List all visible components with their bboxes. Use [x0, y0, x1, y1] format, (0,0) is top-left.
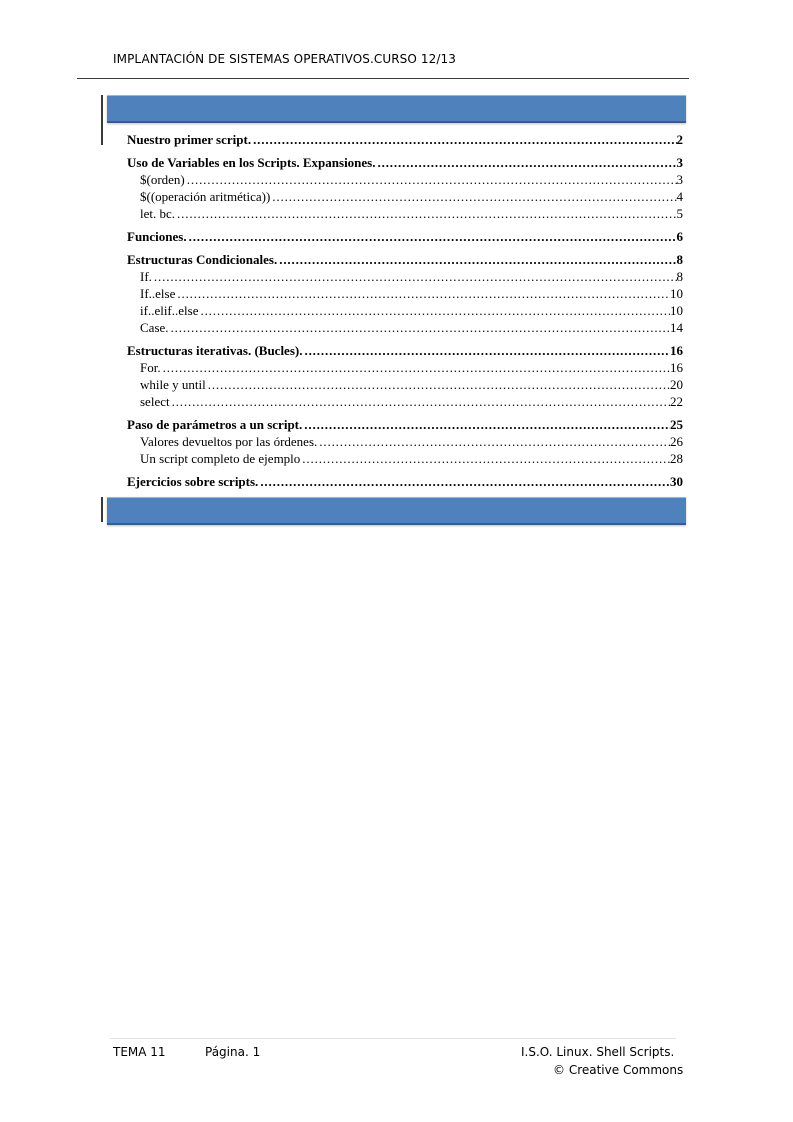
toc-entry-page: 30: [670, 474, 683, 489]
toc-leader-dots: [161, 359, 670, 372]
toc-subentry[interactable]: [127, 450, 683, 467]
toc-subentry[interactable]: [127, 393, 683, 410]
toc-entry[interactable]: [127, 251, 683, 268]
toc-bottom-bar: [107, 497, 686, 525]
toc-entry[interactable]: [127, 342, 683, 359]
toc-entry-page: 20: [670, 377, 683, 392]
toc-entry-page: 28: [670, 451, 683, 466]
toc-entry[interactable]: [127, 416, 683, 433]
toc-leader-dots: [169, 319, 670, 332]
toc-entry-title: select: [140, 394, 170, 409]
toc-entry-title: Nuestro primer script.: [127, 132, 252, 147]
toc-leader-dots: [175, 205, 676, 218]
toc-entry-title: $(orden): [140, 172, 185, 187]
toc-leader-dots: [170, 393, 670, 406]
toc-entry-page: 6: [676, 229, 683, 244]
toc-entry-title: If..else: [140, 286, 176, 301]
toc-entry-page: 22: [670, 394, 683, 409]
toc-leader-dots: [300, 450, 670, 463]
toc-entry-page: 26: [670, 434, 683, 449]
toc-entry-page: 10: [670, 303, 683, 318]
toc-subentry[interactable]: [127, 171, 683, 188]
toc-leader-dots: [251, 131, 676, 144]
toc-entry-page: 3: [676, 172, 683, 187]
toc-subentry[interactable]: [127, 285, 683, 302]
toc-entry-page: 10: [670, 286, 683, 301]
toc-entry-title: let. bc.: [140, 206, 176, 221]
toc-leader-dots: [376, 154, 677, 167]
toc-leader-dots: [175, 285, 670, 298]
toc-entry-page: 3: [676, 155, 683, 170]
toc-subentry[interactable]: [127, 188, 683, 205]
toc-entry-page: 14: [670, 320, 683, 335]
footer-course: I.S.O. Linux. Shell Scripts.: [521, 1045, 675, 1059]
toc-entry-title: For.: [140, 360, 161, 375]
toc-subentry[interactable]: [127, 268, 683, 285]
toc-entry-title: Ejercicios sobre scripts.: [127, 474, 259, 489]
toc-leader-dots: [185, 171, 677, 184]
toc-entry[interactable]: [127, 131, 683, 148]
toc-entry-page: 16: [670, 343, 683, 358]
toc-subentry[interactable]: [127, 205, 683, 222]
toc-entry-title: if..elif..else: [140, 303, 199, 318]
toc-leader-dots: [270, 188, 676, 201]
toc-entry-title: while y until: [140, 377, 206, 392]
toc-subentry[interactable]: [127, 376, 683, 393]
toc-leader-dots: [277, 251, 676, 264]
page-header-title: IMPLANTACIÓN DE SISTEMAS OPERATIVOS.CURSO 12/13: [113, 52, 456, 66]
table-of-contents: [127, 131, 683, 496]
toc-subentry[interactable]: [127, 433, 683, 450]
toc-subentry[interactable]: [127, 319, 683, 336]
toc-leader-dots: [187, 228, 677, 241]
bottom-bar-marker: [101, 497, 103, 522]
toc-leader-dots: [302, 416, 670, 429]
toc-leader-dots: [152, 268, 677, 281]
toc-entry-page: 16: [670, 360, 683, 375]
toc-entry-page: 5: [676, 206, 683, 221]
toc-leader-dots: [198, 302, 670, 315]
toc-leader-dots: [206, 376, 670, 389]
toc-entry-page: 8: [676, 269, 683, 284]
top-bar-marker: [101, 95, 103, 145]
toc-entry[interactable]: [127, 154, 683, 171]
toc-entry-title: Estructuras iterativas. (Bucles).: [127, 343, 303, 358]
toc-entry-title: Case.: [140, 320, 169, 335]
header-divider: [77, 78, 689, 79]
toc-entry-title: Valores devueltos por las órdenes.: [140, 434, 318, 449]
toc-subentry[interactable]: [127, 302, 683, 319]
toc-entry-title: Uso de Variables en los Scripts. Expansiones.: [127, 155, 376, 170]
toc-leader-dots: [302, 342, 670, 355]
toc-entry-title: Estructuras Condicionales.: [127, 252, 278, 267]
footer-license: © Creative Commons: [553, 1063, 684, 1077]
toc-entry-page: 25: [670, 417, 683, 432]
toc-entry-title: $((operación aritmética)): [140, 189, 271, 204]
toc-entry-title: Paso de parámetros a un script.: [127, 417, 303, 432]
toc-subentry[interactable]: [127, 359, 683, 376]
toc-entry-title: Funciones.: [127, 229, 187, 244]
toc-entry-page: 8: [676, 252, 683, 267]
toc-entry-title: If.: [140, 269, 152, 284]
toc-top-bar: [107, 95, 686, 123]
toc-entry[interactable]: [127, 473, 683, 490]
toc-leader-dots: [258, 473, 670, 486]
toc-entry[interactable]: [127, 228, 683, 245]
toc-entry-page: 2: [676, 132, 683, 147]
footer-divider: [110, 1038, 676, 1039]
toc-entry-page: 4: [676, 189, 683, 204]
footer-tema: TEMA 11: [113, 1045, 166, 1059]
toc-entry-title: Un script completo de ejemplo: [140, 451, 301, 466]
footer-page-number: Página. 1: [205, 1045, 261, 1059]
toc-leader-dots: [317, 433, 670, 446]
